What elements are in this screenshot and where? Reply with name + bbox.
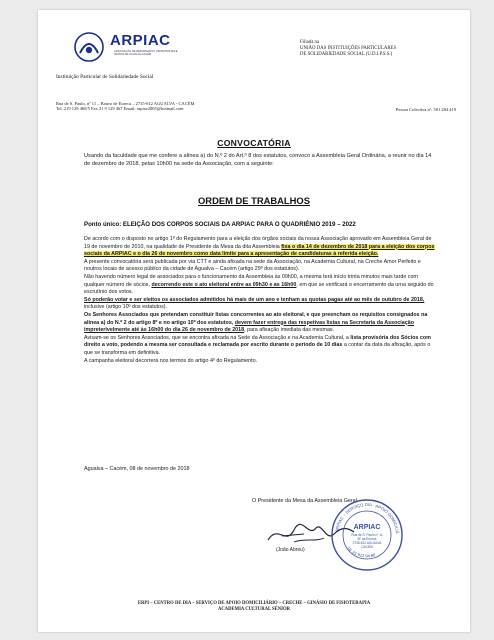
phone-line: Tel. 219 129 460/5 Fax 21 9 129 467 Email: arpiac2005@hotmail.com — [56, 106, 184, 112]
association-stamp — [330, 498, 404, 572]
agenda-title: ORDEM DE TRABALHOS — [198, 195, 310, 206]
nif-line: Pessoa Colectiva nº: 501 284 419 — [395, 107, 456, 112]
filiation-line: UNIÃO DAS INSTITUIÇÕES PARTICULARES — [300, 46, 397, 51]
signatory-name: (João Abreu) — [276, 547, 305, 553]
institution-tagline: Instituição Particular de Solidariedade Social — [56, 74, 154, 80]
lists-deadline: devem fazer entrega das respetivas listas na Secretaria da Associação impreterivelmente até às 16h00 do dia 26 de novembro de 2018 — [84, 319, 414, 334]
address-line: Rua de S. Paulo, nº 11 – Bairro de Eureca – 2735-612 AGUALVA - CACÉM — [56, 101, 195, 106]
text-run: inclusive (artigo 10º dos estatutos). — [84, 304, 168, 311]
svg-text:CACÉM: CACÉM — [361, 545, 373, 549]
agenda-point: Ponto único: ELEIÇÃO DOS CORPOS SOCIAIS DA ARPIAC PARA O QUADRIÉNIO 2019 – 2022 — [84, 221, 356, 228]
svg-text:2735-612 AGUALVA: 2735-612 AGUALVA — [352, 541, 382, 545]
text-run: , em que se verificará o encerramento da urna seguido do escrutínio dos votos. — [84, 281, 434, 296]
filiation-line: Filiada na — [300, 40, 320, 45]
paragraph-campaign: A campanha eleitoral decorrerá nos termos do artigo 4º do Regulamento. — [84, 357, 258, 364]
arpiac-logo-icon — [74, 32, 104, 62]
filiation-line: DE SOLIDARIEDADE SOCIAL (U.D.I.P.S.S.) — [300, 52, 393, 57]
eligibility-rule: Só poderão votar e ser eleitos os associados admitidos há mais de um ano e tenham as quotas pagas até ao mês de outubro de 2018, — [84, 296, 425, 303]
paragraph-lists — [84, 312, 438, 335]
svg-text:Bº da Eureca: Bº da Eureca — [357, 537, 377, 541]
footer-academy: ACADEMIA CULTURAL SÉNIOR — [218, 607, 290, 613]
text-run: , para afixação imediata das mesmas. — [244, 327, 335, 334]
logo-subtitle: ASSOCIAÇÃO DE REFORMADOS, PENSIONISTAS E IDOSOS DE AGUALVA-CACÉM — [114, 50, 178, 57]
document-body — [84, 236, 438, 365]
logo-name: ARPIAC — [110, 32, 171, 49]
highlighted-dates: fixa o dia 14 de dezembro de 2018 para a eleição dos corpos sociais da ARPIAC e o dia 26 de novembro como data limite para a apresentação de candidaturas à referida eleição. — [84, 243, 435, 258]
svg-text:ARPIAC: ARPIAC — [353, 524, 381, 531]
svg-text:ARPIAC – SERVIÇO DIA · APOIO D: ARPIAC – SERVIÇO DIA · APOIO DOMICILIÁ — [334, 501, 400, 534]
intro-paragraph: Usando da faculdade que me confere a alínea a) do N.º 2 do Art.º 8 dos estatutos, convoco a Assembleia Geral Ordinária, a reunir no dia 14 de dezembro de 2018, pelas 10h00 na sede da Associação, com a seguinte: — [84, 153, 432, 168]
voter-list-notice: lista provisória dos Sócios com direito a voto, podendo a mesma ser consultada e reclamada por escrito durante o período de 10 dias — [84, 334, 431, 349]
text-run: Avisam-se os Senhores Associados, que se encontra afixada na Sede da Associação e na Academia Cultural, a — [84, 334, 351, 341]
footer-services: ERPI – CENTRO DE DIA – SERVIÇO DE APOIO DOMICILIÁRIO – CRECHE – GINÁSIO DE FISIOTERAPIA — [137, 601, 371, 606]
page-title: CONVOCATÓRIA — [217, 138, 291, 148]
paragraph-voter-list — [84, 335, 438, 358]
text-run: Não havendo número legal de associados para o funcionamento da Assembleia às 09h00, a mesma terá início trinta minutos mais tarde com qualquer número de sócios, — [84, 273, 418, 288]
text-run: a contar da data da afixação, após o que se transforma em definitiva. — [84, 342, 431, 356]
signatory-role: O Presidente da Mesa da Assembleia Geral — [252, 498, 357, 504]
paragraph-eligibility — [84, 297, 438, 312]
paragraph-publication: A presente convocatória será publicada por via CTT e ainda afixada na sede da Associação, na Academia Cultural, na Creche Amor Perfeito e noutros locais de acesso público da cidade de Agualva – Cacém (artigo 29º dos estatutos). — [84, 258, 421, 273]
text-run: Os Senhores Associados que pretendam constituir listas concorrentes ao ato eleitoral, e que preencham os requisitos consignados na alínea a) do N.º 2 do artigo 8º e no artigo 10º dos estatutos, — [84, 311, 428, 326]
text-run: De acordo com o disposto no artigo 1º do Regulamento para a eleição dos órgãos sociais da nossa Associação aprovado em Assembleia Geral de 19 de novembro de 2010, na qualidade de Presidente da Mesa da dita Assembleia — [84, 236, 432, 250]
paragraph-schedule — [84, 274, 438, 297]
date-line: Agualva – Cacém, 08 de novembro de 2018 — [84, 466, 190, 472]
voting-hours: decorrendo este o ato eleitoral entre as 09h30 e as 16h00 — [151, 281, 297, 288]
document-page — [38, 10, 470, 632]
page-footer — [58, 601, 450, 613]
paragraph-regulation — [84, 236, 438, 259]
filiation-block — [300, 40, 460, 58]
svg-text:Tlf. 21 912 94 60: Tlf. 21 912 94 60 — [345, 545, 376, 559]
svg-text:Rua de S. Paulo nº 11: Rua de S. Paulo nº 11 — [351, 533, 383, 537]
